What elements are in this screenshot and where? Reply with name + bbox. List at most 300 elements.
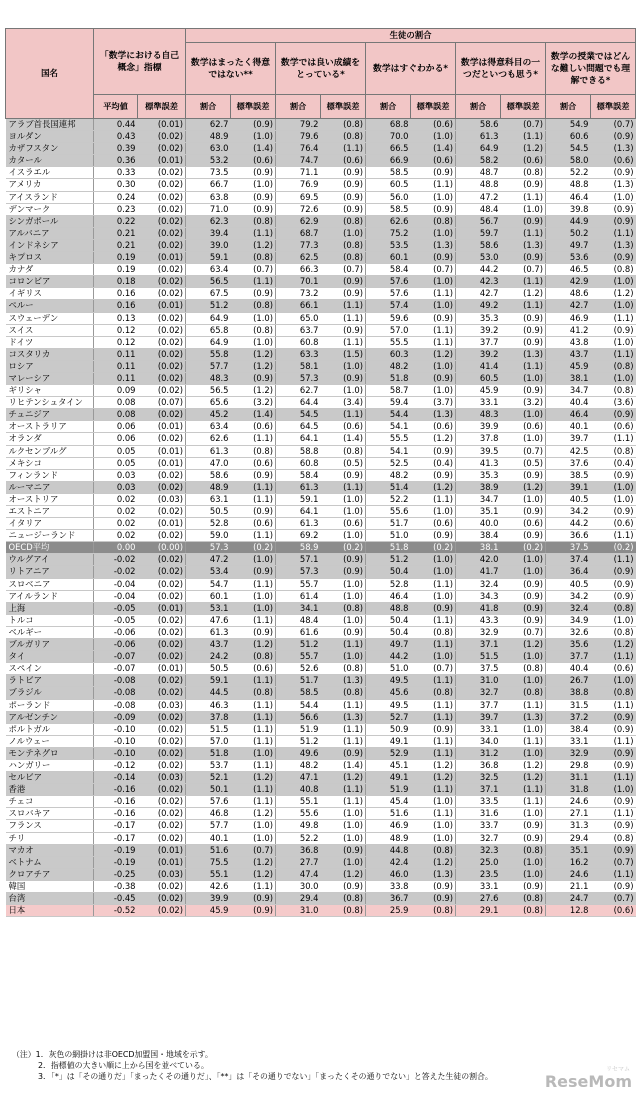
value-cell: 64.9 — [186, 336, 231, 348]
se-cell: (3.2) — [231, 397, 276, 409]
se-cell: (1.4) — [321, 759, 366, 771]
value-cell: 51.6 — [366, 808, 411, 820]
value-cell: 12.8 — [546, 905, 591, 917]
se-cell: (0.9) — [411, 445, 456, 457]
value-cell: 0.02 — [94, 530, 138, 542]
value-cell: 59.1 — [186, 675, 231, 687]
country-cell: チリ — [6, 832, 94, 844]
se-cell: (1.1) — [411, 675, 456, 687]
se-cell: (0.9) — [591, 880, 636, 892]
table-row — [6, 360, 636, 372]
se-cell: (0.03) — [138, 493, 186, 505]
se-cell: (0.01) — [138, 421, 186, 433]
value-cell: 0.33 — [94, 167, 138, 179]
value-cell: -0.06 — [94, 626, 138, 638]
table-row — [6, 397, 636, 409]
se-cell: (0.9) — [231, 288, 276, 300]
se-cell: (0.02) — [138, 227, 186, 239]
se-cell: (0.9) — [411, 723, 456, 735]
logo-subtext: リセマム — [606, 1066, 630, 1073]
value-cell: 50.2 — [546, 227, 591, 239]
value-cell: 56.5 — [186, 385, 231, 397]
se-cell: (0.9) — [501, 324, 546, 336]
value-cell: 60.8 — [276, 457, 321, 469]
se-cell: (0.02) — [138, 614, 186, 626]
se-cell: (0.9) — [231, 566, 276, 578]
value-cell: 42.0 — [456, 554, 501, 566]
pct-header: 割合 — [186, 95, 231, 119]
se-cell: (0.9) — [591, 131, 636, 143]
se-cell: (0.9) — [501, 506, 546, 518]
se-cell: (1.0) — [591, 675, 636, 687]
se-cell: (1.1) — [321, 409, 366, 421]
table-row — [6, 566, 636, 578]
se-cell: (1.0) — [501, 409, 546, 421]
table-row — [6, 578, 636, 590]
table-row — [6, 155, 636, 167]
value-cell: 32.9 — [546, 747, 591, 759]
se-cell: (1.2) — [231, 385, 276, 397]
country-cell: スペイン — [6, 663, 94, 675]
se-cell: (0.6) — [231, 155, 276, 167]
se-cell: (1.0) — [591, 191, 636, 203]
value-cell: 24.6 — [546, 868, 591, 880]
value-cell: 50.4 — [366, 614, 411, 626]
value-cell: 61.3 — [186, 626, 231, 638]
se-header: 標準誤差 — [591, 95, 636, 119]
value-cell: 40.1 — [546, 421, 591, 433]
value-cell: 39.5 — [456, 445, 501, 457]
se-cell: (0.8) — [321, 445, 366, 457]
se-cell: (1.1) — [501, 131, 546, 143]
table-row — [6, 735, 636, 747]
se-cell: (1.1) — [501, 300, 546, 312]
se-cell: (0.9) — [321, 844, 366, 856]
se-cell: (0.02) — [138, 469, 186, 481]
se-cell: (1.2) — [501, 143, 546, 155]
q4-header: 数学は得意科目の一つだといつも思う* — [456, 43, 546, 95]
se-cell: (0.6) — [231, 663, 276, 675]
country-cell: イスラエル — [6, 167, 94, 179]
table-row — [6, 445, 636, 457]
se-cell: (0.9) — [321, 626, 366, 638]
value-cell: 57.6 — [186, 796, 231, 808]
value-cell: 68.7 — [276, 227, 321, 239]
value-cell: 51.8 — [366, 542, 411, 554]
se-cell: (0.02) — [138, 203, 186, 215]
value-cell: 42.7 — [456, 288, 501, 300]
se-cell: (0.03) — [138, 699, 186, 711]
value-cell: 50.4 — [366, 566, 411, 578]
value-cell: 0.05 — [94, 457, 138, 469]
se-cell: (0.2) — [501, 542, 546, 554]
se-cell: (0.9) — [501, 590, 546, 602]
value-cell: 26.7 — [546, 675, 591, 687]
value-cell: 44.8 — [366, 844, 411, 856]
se-cell: (0.9) — [501, 252, 546, 264]
se-cell: (0.9) — [321, 276, 366, 288]
value-cell: 63.4 — [186, 264, 231, 276]
se-cell: (1.2) — [411, 433, 456, 445]
se-cell: (0.6) — [231, 518, 276, 530]
value-cell: -0.08 — [94, 699, 138, 711]
value-cell: 34.2 — [546, 506, 591, 518]
value-cell: 51.8 — [366, 372, 411, 384]
value-cell: 56.6 — [276, 711, 321, 723]
value-cell: 46.4 — [546, 409, 591, 421]
se-cell: (0.02) — [138, 747, 186, 759]
se-cell: (1.1) — [411, 808, 456, 820]
se-cell: (0.8) — [501, 663, 546, 675]
se-cell: (1.0) — [501, 723, 546, 735]
value-cell: 53.1 — [186, 602, 231, 614]
value-cell: 48.3 — [456, 409, 501, 421]
se-cell: (1.2) — [231, 360, 276, 372]
se-cell: (0.9) — [591, 820, 636, 832]
se-cell: (0.9) — [321, 747, 366, 759]
value-cell: 0.02 — [94, 506, 138, 518]
value-cell: 34.0 — [456, 735, 501, 747]
value-cell: 76.4 — [276, 143, 321, 155]
se-cell: (1.0) — [321, 820, 366, 832]
se-cell: (0.9) — [411, 203, 456, 215]
se-cell: (0.02) — [138, 312, 186, 324]
se-cell: (1.1) — [321, 312, 366, 324]
se-cell: (1.0) — [411, 832, 456, 844]
table-row — [6, 747, 636, 759]
value-cell: 37.8 — [186, 711, 231, 723]
value-cell: 51.6 — [186, 844, 231, 856]
value-cell: 48.9 — [186, 481, 231, 493]
value-cell: 50.5 — [186, 506, 231, 518]
value-cell: 57.6 — [366, 288, 411, 300]
table-header — [6, 29, 636, 119]
value-cell: 37.4 — [546, 554, 591, 566]
country-cell: トルコ — [6, 614, 94, 626]
se-cell: (0.9) — [321, 203, 366, 215]
se-cell: (1.1) — [411, 336, 456, 348]
se-cell: (1.1) — [591, 530, 636, 542]
se-cell: (1.4) — [231, 409, 276, 421]
value-cell: 74.7 — [276, 155, 321, 167]
se-cell: (1.3) — [411, 868, 456, 880]
value-cell: 46.4 — [546, 191, 591, 203]
se-cell: (0.9) — [411, 167, 456, 179]
se-cell: (0.9) — [231, 626, 276, 638]
value-cell: 48.9 — [366, 832, 411, 844]
se-cell: (1.1) — [231, 723, 276, 735]
country-cell: デンマーク — [6, 203, 94, 215]
value-cell: 42.4 — [366, 856, 411, 868]
value-cell: 31.6 — [456, 808, 501, 820]
se-cell: (0.01) — [138, 457, 186, 469]
se-cell: (0.9) — [591, 844, 636, 856]
country-cell: ヨルダン — [6, 131, 94, 143]
se-cell: (1.3) — [321, 675, 366, 687]
value-cell: 66.3 — [276, 264, 321, 276]
value-cell: 0.44 — [94, 119, 138, 131]
se-cell: (1.1) — [411, 578, 456, 590]
se-cell: (0.5) — [321, 457, 366, 469]
country-cell: キプロス — [6, 252, 94, 264]
value-cell: 33.1 — [456, 397, 501, 409]
country-cell: アメリカ — [6, 179, 94, 191]
se-cell: (0.7) — [231, 844, 276, 856]
se-cell: (0.8) — [501, 844, 546, 856]
value-cell: 51.2 — [276, 639, 321, 651]
se-cell: (0.02) — [138, 905, 186, 917]
value-cell: 38.8 — [546, 687, 591, 699]
se-cell: (0.01) — [138, 856, 186, 868]
value-cell: 42.9 — [546, 276, 591, 288]
se-cell: (1.4) — [231, 143, 276, 155]
se-cell: (1.1) — [411, 179, 456, 191]
value-cell: 49.2 — [456, 300, 501, 312]
country-cell: ブルガリア — [6, 639, 94, 651]
se-cell: (0.02) — [138, 711, 186, 723]
table-row — [6, 264, 636, 276]
value-cell: 62.7 — [186, 119, 231, 131]
se-cell: (1.0) — [501, 747, 546, 759]
se-cell: (3.6) — [591, 397, 636, 409]
se-cell: (1.0) — [411, 131, 456, 143]
value-cell: 42.3 — [456, 276, 501, 288]
se-cell: (0.9) — [321, 324, 366, 336]
value-cell: 37.5 — [546, 542, 591, 554]
value-cell: 49.1 — [366, 735, 411, 747]
value-cell: 49.5 — [366, 675, 411, 687]
value-cell: -0.04 — [94, 590, 138, 602]
value-cell: 39.9 — [186, 893, 231, 905]
se-cell: (0.02) — [138, 735, 186, 747]
table-row — [6, 119, 636, 131]
se-cell: (1.1) — [321, 796, 366, 808]
table-row — [6, 372, 636, 384]
value-cell: -0.04 — [94, 578, 138, 590]
value-cell: 55.5 — [366, 433, 411, 445]
se-cell: (0.9) — [321, 167, 366, 179]
se-cell: (0.6) — [321, 155, 366, 167]
se-cell: (0.7) — [591, 893, 636, 905]
se-cell: (1.1) — [501, 360, 546, 372]
se-cell: (1.0) — [321, 493, 366, 505]
value-cell: 58.0 — [546, 155, 591, 167]
value-cell: 55.1 — [276, 796, 321, 808]
value-cell: 71.1 — [276, 167, 321, 179]
country-cell: リトアニア — [6, 566, 94, 578]
table-row — [6, 687, 636, 699]
value-cell: 55.6 — [366, 506, 411, 518]
se-cell: (1.1) — [231, 614, 276, 626]
se-cell: (0.02) — [138, 324, 186, 336]
country-cell: OECD平均 — [6, 542, 94, 554]
value-cell: -0.19 — [94, 856, 138, 868]
value-cell: 66.7 — [186, 179, 231, 191]
value-cell: 47.1 — [276, 772, 321, 784]
se-header: 標準誤差 — [138, 95, 186, 119]
value-cell: 31.0 — [456, 675, 501, 687]
se-cell: (1.1) — [321, 723, 366, 735]
se-cell: (1.0) — [501, 203, 546, 215]
se-cell: (1.1) — [231, 481, 276, 493]
value-cell: 66.5 — [366, 143, 411, 155]
value-cell: -0.08 — [94, 675, 138, 687]
value-cell: 39.7 — [546, 433, 591, 445]
se-cell: (1.1) — [231, 796, 276, 808]
value-cell: 79.6 — [276, 131, 321, 143]
value-cell: 40.1 — [186, 832, 231, 844]
se-cell: (1.1) — [501, 699, 546, 711]
value-cell: 0.02 — [94, 493, 138, 505]
se-cell: (0.02) — [138, 506, 186, 518]
country-cell: アルゼンチン — [6, 711, 94, 723]
value-cell: 35.1 — [546, 844, 591, 856]
table-row — [6, 518, 636, 530]
value-cell: 69.2 — [276, 530, 321, 542]
se-cell: (0.9) — [591, 796, 636, 808]
value-cell: 51.0 — [366, 663, 411, 675]
se-cell: (0.9) — [501, 336, 546, 348]
value-cell: 34.2 — [546, 590, 591, 602]
se-cell: (0.2) — [591, 542, 636, 554]
value-cell: 35.3 — [456, 312, 501, 324]
value-cell: -0.08 — [94, 687, 138, 699]
se-cell: (0.9) — [501, 880, 546, 892]
se-cell: (0.9) — [501, 530, 546, 542]
se-cell: (1.0) — [321, 360, 366, 372]
value-cell: 0.02 — [94, 518, 138, 530]
value-cell: 58.6 — [456, 119, 501, 131]
se-cell: (1.0) — [411, 566, 456, 578]
value-cell: 63.3 — [276, 348, 321, 360]
se-cell: (0.8) — [231, 324, 276, 336]
country-cell: ロシア — [6, 360, 94, 372]
value-cell: 49.6 — [276, 747, 321, 759]
se-cell: (0.6) — [591, 663, 636, 675]
se-cell: (0.01) — [138, 518, 186, 530]
se-cell: (1.1) — [321, 300, 366, 312]
value-cell: -0.52 — [94, 905, 138, 917]
se-cell: (1.1) — [411, 639, 456, 651]
se-cell: (1.0) — [231, 820, 276, 832]
country-cell: ハンガリー — [6, 759, 94, 771]
value-cell: -0.38 — [94, 880, 138, 892]
se-cell: (1.0) — [321, 385, 366, 397]
value-cell: 54.1 — [366, 445, 411, 457]
se-cell: (0.02) — [138, 880, 186, 892]
value-cell: 31.2 — [456, 747, 501, 759]
se-cell: (0.9) — [411, 372, 456, 384]
value-cell: 52.1 — [186, 772, 231, 784]
se-cell: (0.02) — [138, 566, 186, 578]
se-cell: (1.1) — [231, 699, 276, 711]
value-cell: 46.4 — [366, 590, 411, 602]
se-cell: (1.1) — [231, 276, 276, 288]
se-cell: (1.1) — [591, 808, 636, 820]
se-cell: (0.02) — [138, 687, 186, 699]
se-cell: (0.8) — [321, 905, 366, 917]
value-cell: 46.8 — [186, 808, 231, 820]
se-cell: (0.02) — [138, 626, 186, 638]
se-cell: (1.0) — [231, 554, 276, 566]
se-cell: (0.7) — [591, 119, 636, 131]
table-row — [6, 796, 636, 808]
value-cell: 61.4 — [276, 590, 321, 602]
value-cell: 48.4 — [276, 614, 321, 626]
pct-header: 割合 — [366, 95, 411, 119]
value-cell: 62.5 — [276, 252, 321, 264]
se-cell: (0.6) — [501, 155, 546, 167]
value-cell: -0.07 — [94, 663, 138, 675]
value-cell: 51.5 — [456, 651, 501, 663]
value-cell: 42.5 — [546, 445, 591, 457]
se-cell: (1.0) — [591, 493, 636, 505]
se-cell: (1.0) — [321, 808, 366, 820]
value-cell: 38.9 — [456, 481, 501, 493]
se-cell: (0.02) — [138, 372, 186, 384]
value-cell: 39.0 — [186, 239, 231, 251]
value-cell: 46.3 — [186, 699, 231, 711]
se-cell: (0.9) — [231, 203, 276, 215]
q1-header: 数学はまったく得意ではない** — [186, 43, 276, 95]
table-row — [6, 711, 636, 723]
se-cell: (1.0) — [411, 590, 456, 602]
se-cell: (1.0) — [231, 832, 276, 844]
value-cell: 52.9 — [366, 747, 411, 759]
country-cell: フィンランド — [6, 469, 94, 481]
se-cell: (0.7) — [501, 119, 546, 131]
se-cell: (1.2) — [501, 288, 546, 300]
se-cell: (0.7) — [231, 264, 276, 276]
value-cell: 62.9 — [276, 215, 321, 227]
se-cell: (1.3) — [591, 179, 636, 191]
value-cell: 62.3 — [186, 215, 231, 227]
table-row — [6, 457, 636, 469]
country-cell: イギリス — [6, 288, 94, 300]
value-cell: 36.6 — [546, 530, 591, 542]
se-cell: (0.8) — [321, 687, 366, 699]
value-cell: 0.36 — [94, 155, 138, 167]
se-cell: (1.0) — [501, 675, 546, 687]
value-cell: 48.4 — [456, 203, 501, 215]
se-cell: (0.8) — [501, 893, 546, 905]
value-cell: 0.43 — [94, 131, 138, 143]
value-cell: 41.8 — [456, 602, 501, 614]
country-cell: 香港 — [6, 784, 94, 796]
value-cell: 36.8 — [456, 759, 501, 771]
value-cell: 60.3 — [366, 348, 411, 360]
se-cell: (0.6) — [411, 155, 456, 167]
se-cell: (0.9) — [591, 590, 636, 602]
se-cell: (0.9) — [501, 385, 546, 397]
value-cell: 0.11 — [94, 372, 138, 384]
country-cell: オーストリア — [6, 493, 94, 505]
table-row — [6, 614, 636, 626]
value-cell: 52.8 — [186, 518, 231, 530]
se-cell: (0.9) — [321, 469, 366, 481]
se-cell: (0.02) — [138, 675, 186, 687]
se-cell: (0.8) — [231, 445, 276, 457]
table-row — [6, 602, 636, 614]
value-cell: 49.7 — [546, 239, 591, 251]
table-row — [6, 336, 636, 348]
value-cell: 70.1 — [276, 276, 321, 288]
value-cell: 64.9 — [186, 312, 231, 324]
se-cell: (0.8) — [591, 360, 636, 372]
value-cell: 58.4 — [276, 469, 321, 481]
se-cell: (0.9) — [411, 530, 456, 542]
value-cell: 64.9 — [456, 143, 501, 155]
